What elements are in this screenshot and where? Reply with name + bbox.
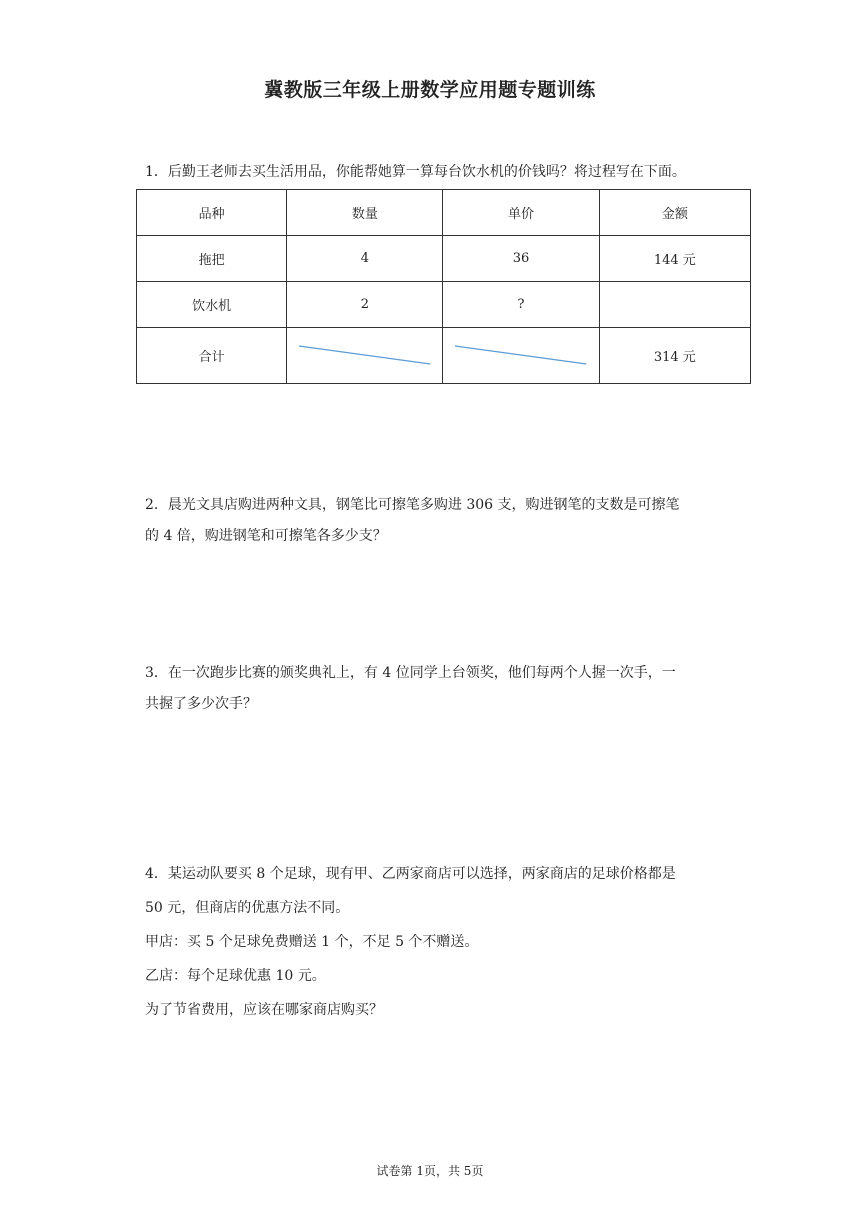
question-2-line-2: 的 4 倍，购进钢笔和可擦笔各多少支？ — [145, 528, 387, 544]
page-title: 冀教版三年级上册数学应用题专题训练 — [264, 79, 596, 101]
table-cell: 314 元 — [599, 328, 750, 384]
question-4-line-1: 4．某运动队要买 8 个足球，现有甲、乙两家商店可以选择，两家商店的足球价格都是 — [145, 866, 676, 882]
table-cell: ? — [443, 282, 599, 328]
table-cell-slashed — [443, 328, 599, 384]
header-cell-variety: 品种 — [137, 190, 287, 236]
page-footer: 试卷第 1页，共 5页 — [376, 1164, 484, 1178]
question-4-line-4: 乙店：每个足球优惠 10 元。 — [145, 968, 326, 984]
question-1-table — [136, 189, 751, 384]
table-cell — [599, 282, 750, 328]
table-cell: 144 元 — [599, 236, 750, 282]
slash-line — [287, 328, 442, 383]
table-header-row — [137, 190, 751, 236]
table-row — [137, 328, 751, 384]
header-cell-unit-price: 单价 — [443, 190, 599, 236]
table-row — [137, 282, 751, 328]
table-cell: 4 — [287, 236, 443, 282]
slash-line — [443, 328, 598, 383]
question-4-line-3: 甲店：买 5 个足球免费赠送 1 个，不足 5 个不赠送。 — [145, 934, 479, 950]
table-cell: 36 — [443, 236, 599, 282]
question-1-text: 1．后勤王老师去买生活用品，你能帮她算一算每台饮水机的价钱吗？将过程写在下面。 — [145, 164, 686, 180]
question-4-line-2: 50 元，但商店的优惠方法不同。 — [145, 900, 350, 916]
question-4-line-5: 为了节省费用，应该在哪家商店购买？ — [145, 1002, 383, 1018]
question-2-line-1: 2．晨光文具店购进两种文具，钢笔比可擦笔多购进 306 支，购进钢笔的支数是可擦笔 — [145, 497, 680, 513]
question-3-line-1: 3．在一次跑步比赛的颁奖典礼上，有 4 位同学上台领奖，他们每两个人握一次手，一 — [145, 665, 676, 681]
table-cell: 拖把 — [137, 236, 287, 282]
table-cell: 饮水机 — [137, 282, 287, 328]
header-cell-quantity: 数量 — [287, 190, 443, 236]
table-cell-slashed — [287, 328, 443, 384]
question-3-line-2: 共握了多少次手？ — [145, 696, 257, 712]
table-row — [137, 236, 751, 282]
table-cell: 合计 — [137, 328, 287, 384]
table-cell: 2 — [287, 282, 443, 328]
header-cell-amount: 金额 — [599, 190, 750, 236]
